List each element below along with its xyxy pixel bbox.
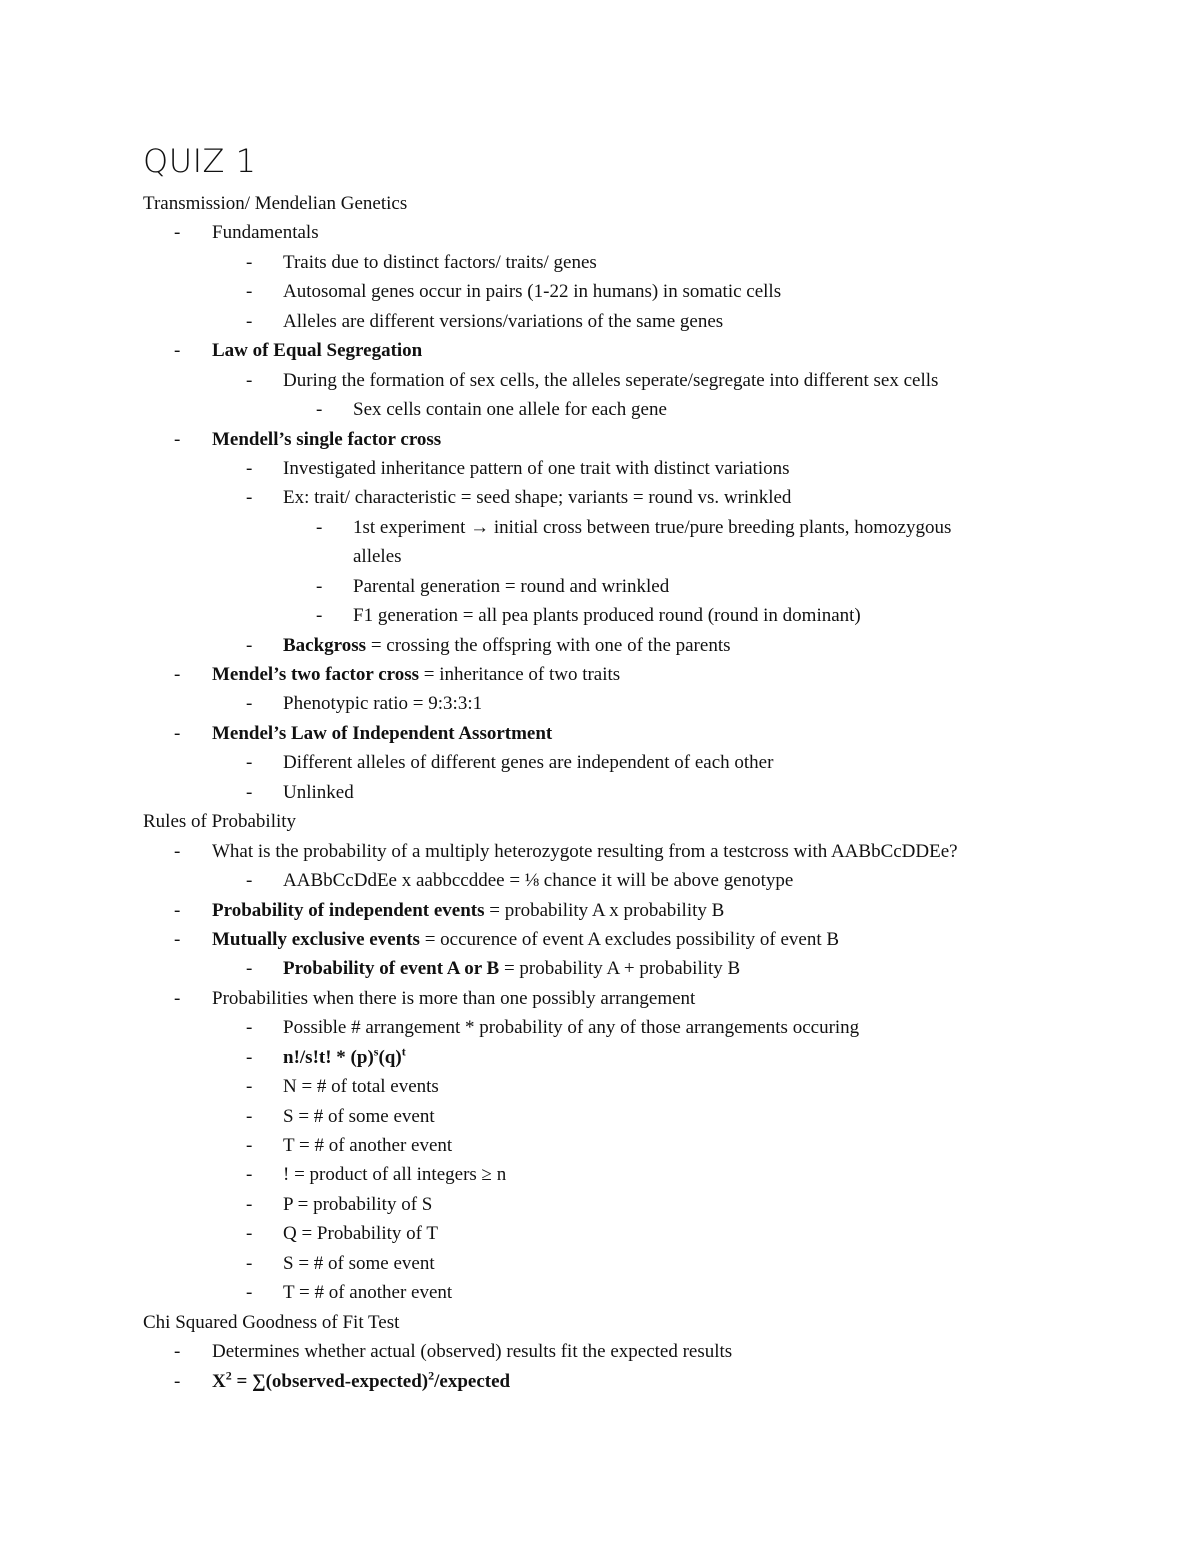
bullet-dash: - (246, 457, 253, 479)
list-item (0, 837, 1200, 866)
list-item (0, 778, 1200, 807)
bold-term: Probability of independent events (212, 899, 485, 921)
list-item-text: Traits due to distinct factors/ traits/ genes (283, 251, 597, 273)
list-item (0, 1249, 1200, 1278)
list-item-continuation (0, 542, 1200, 571)
list-item-text: Phenotypic ratio = 9:3:3:1 (283, 693, 483, 715)
list-item (0, 336, 1200, 365)
list-item (0, 866, 1200, 895)
bullet-dash: - (246, 693, 253, 715)
list-item (0, 425, 1200, 454)
bullet-dash: - (316, 575, 323, 597)
list-item (0, 1072, 1200, 1101)
list-item-text: 1st experiment → initial cross between true/pure breeding plants, homozygous (353, 516, 952, 538)
list-item (0, 1190, 1200, 1219)
list-item (0, 748, 1200, 777)
list-item (0, 1278, 1200, 1307)
list-item (0, 513, 1200, 542)
bold-term: Mendel’s Law of Independent Assortment (212, 722, 553, 744)
list-item-text: During the formation of sex cells, the alleles seperate/segregate into different sex cells (283, 369, 939, 391)
list-item (0, 1367, 1200, 1396)
list-item-text: Determines whether actual (observed) results fit the expected results (212, 1341, 733, 1363)
bullet-dash: - (174, 222, 181, 244)
list-item-text: Investigated inheritance pattern of one trait with distinct variations (283, 457, 790, 479)
list-item (0, 1219, 1200, 1248)
list-item (0, 601, 1200, 630)
definition-text: = occurence of event A excludes possibility of event B (419, 928, 840, 950)
list-item (0, 1102, 1200, 1131)
list-item (0, 719, 1200, 748)
bold-term: Mendell’s single factor cross (212, 428, 442, 450)
bullet-dash: - (174, 722, 181, 744)
list-item (0, 248, 1200, 277)
list-item (0, 454, 1200, 483)
bold-term: Law of Equal Segregation (212, 340, 423, 362)
list-item-text: Alleles are different versions/variations of the same genes (283, 310, 724, 332)
bullet-dash: - (246, 1252, 253, 1274)
list-item (0, 395, 1200, 424)
definition-text: = probability A x probability B (484, 899, 725, 921)
definition-text: = probability A + probability B (499, 958, 741, 980)
bullet-dash: - (246, 634, 253, 656)
bullet-dash: - (174, 987, 181, 1009)
bullet-dash: - (316, 516, 323, 538)
bullet-dash: - (316, 399, 323, 421)
bullet-dash: - (246, 281, 253, 303)
list-item-text: What is the probability of a multiply heterozygote resulting from a testcross with AABbCcDDEe? (212, 840, 958, 862)
list-item-text: Different alleles of different genes are independent of each other (283, 752, 774, 774)
list-item (0, 984, 1200, 1013)
list-item (0, 925, 1200, 954)
list-item (0, 218, 1200, 247)
bullet-dash: - (246, 1017, 253, 1039)
bullet-dash: - (246, 1135, 253, 1156)
bullet-dash: - (246, 1282, 253, 1304)
list-item (0, 1131, 1200, 1160)
list-item-text: S = # of some event (283, 1252, 435, 1274)
list-item (0, 572, 1200, 601)
list-item-text: Fundamentals (212, 222, 319, 244)
list-item-text: Parental generation = round and wrinkled (353, 575, 670, 597)
list-item-text: N = # of total events (283, 1076, 439, 1098)
bullet-dash: - (246, 1046, 253, 1068)
bullet-dash: - (174, 899, 181, 921)
bullet-dash: - (246, 752, 253, 774)
bullet-dash: - (246, 369, 253, 391)
bullet-dash: - (246, 1105, 253, 1127)
list-item (0, 1160, 1200, 1189)
list-item (0, 1043, 1200, 1072)
bullet-dash: - (174, 1370, 181, 1392)
bullet-dash: - (246, 958, 253, 980)
bold-term: Backgross (283, 634, 367, 656)
bullet-dash: - (316, 605, 323, 627)
list-item-text: T = # of another event (283, 1135, 453, 1156)
bullet-dash: - (246, 251, 253, 273)
list-item-text: ! = product of all integers ≥ n (283, 1164, 507, 1186)
notes-body (0, 189, 1200, 1396)
list-item (0, 1013, 1200, 1042)
list-item-text: Possible # arrangement * probability of any of those arrangements occuring (283, 1017, 860, 1039)
bullet-dash: - (174, 428, 181, 450)
list-item (0, 954, 1200, 983)
bullet-dash: - (174, 928, 181, 950)
list-item-text: AABbCcDdEe x aabbccddee = ⅛ chance it will be above genotype (283, 870, 794, 892)
list-item (0, 366, 1200, 395)
bold-term: Mutually exclusive events (212, 928, 420, 950)
bullet-dash: - (246, 1193, 253, 1215)
list-item (0, 631, 1200, 660)
page-title: QUIZ 1 (143, 142, 257, 180)
section-heading-probability: Rules of Probability (143, 811, 297, 833)
list-item (0, 1337, 1200, 1366)
formula-chi-squared: $X^2$ = ∑(observed-expected)$^2$/expected (212, 1368, 511, 1392)
list-item-text: Autosomal genes occur in pairs (1-22 in humans) in somatic cells (283, 281, 782, 303)
bullet-dash: - (246, 1076, 253, 1098)
bold-term: Mendel’s two factor cross (212, 664, 420, 685)
bullet-dash: - (174, 340, 181, 362)
bold-term: Probability of event A or B (283, 958, 500, 980)
list-item (0, 689, 1200, 718)
formula-arrangements: n!/s!t! * $(p)^s(q)^t$ (283, 1044, 406, 1068)
list-item-text: S = # of some event (283, 1105, 435, 1127)
section-heading-chi-squared: Chi Squared Goodness of Fit Test (143, 1311, 400, 1333)
bullet-dash: - (246, 310, 253, 332)
bullet-dash: - (246, 1164, 253, 1186)
bullet-dash: - (246, 1223, 253, 1245)
list-item-text: Unlinked (283, 781, 354, 803)
bullet-dash: - (246, 781, 253, 803)
list-item (0, 483, 1200, 512)
list-item (0, 660, 1200, 689)
section-heading-transmission: Transmission/ Mendelian Genetics (143, 193, 408, 214)
list-item-text: T = # of another event (283, 1282, 453, 1304)
list-item-text: Probabilities when there is more than one possibly arrangement (212, 987, 696, 1009)
list-item-text: alleles (353, 546, 402, 568)
list-item-text: F1 generation = all pea plants produced round (round in dominant) (353, 605, 861, 627)
bullet-dash: - (174, 664, 181, 685)
definition-text: = inheritance of two traits (419, 664, 621, 685)
list-item (0, 277, 1200, 306)
list-item-text: P = probability of S (283, 1193, 433, 1215)
list-item-text: Sex cells contain one allele for each gene (353, 399, 667, 421)
list-item (0, 307, 1200, 336)
bullet-dash: - (246, 870, 253, 892)
bullet-dash: - (174, 1341, 181, 1363)
bullet-dash: - (246, 487, 253, 509)
bullet-dash: - (174, 840, 181, 862)
list-item-text: Ex: trait/ characteristic = seed shape; variants = round vs. wrinkled (283, 487, 792, 509)
list-item-text: Q = Probability of T (283, 1223, 438, 1245)
list-item (0, 896, 1200, 925)
definition-text: = crossing the offspring with one of the parents (366, 634, 731, 656)
